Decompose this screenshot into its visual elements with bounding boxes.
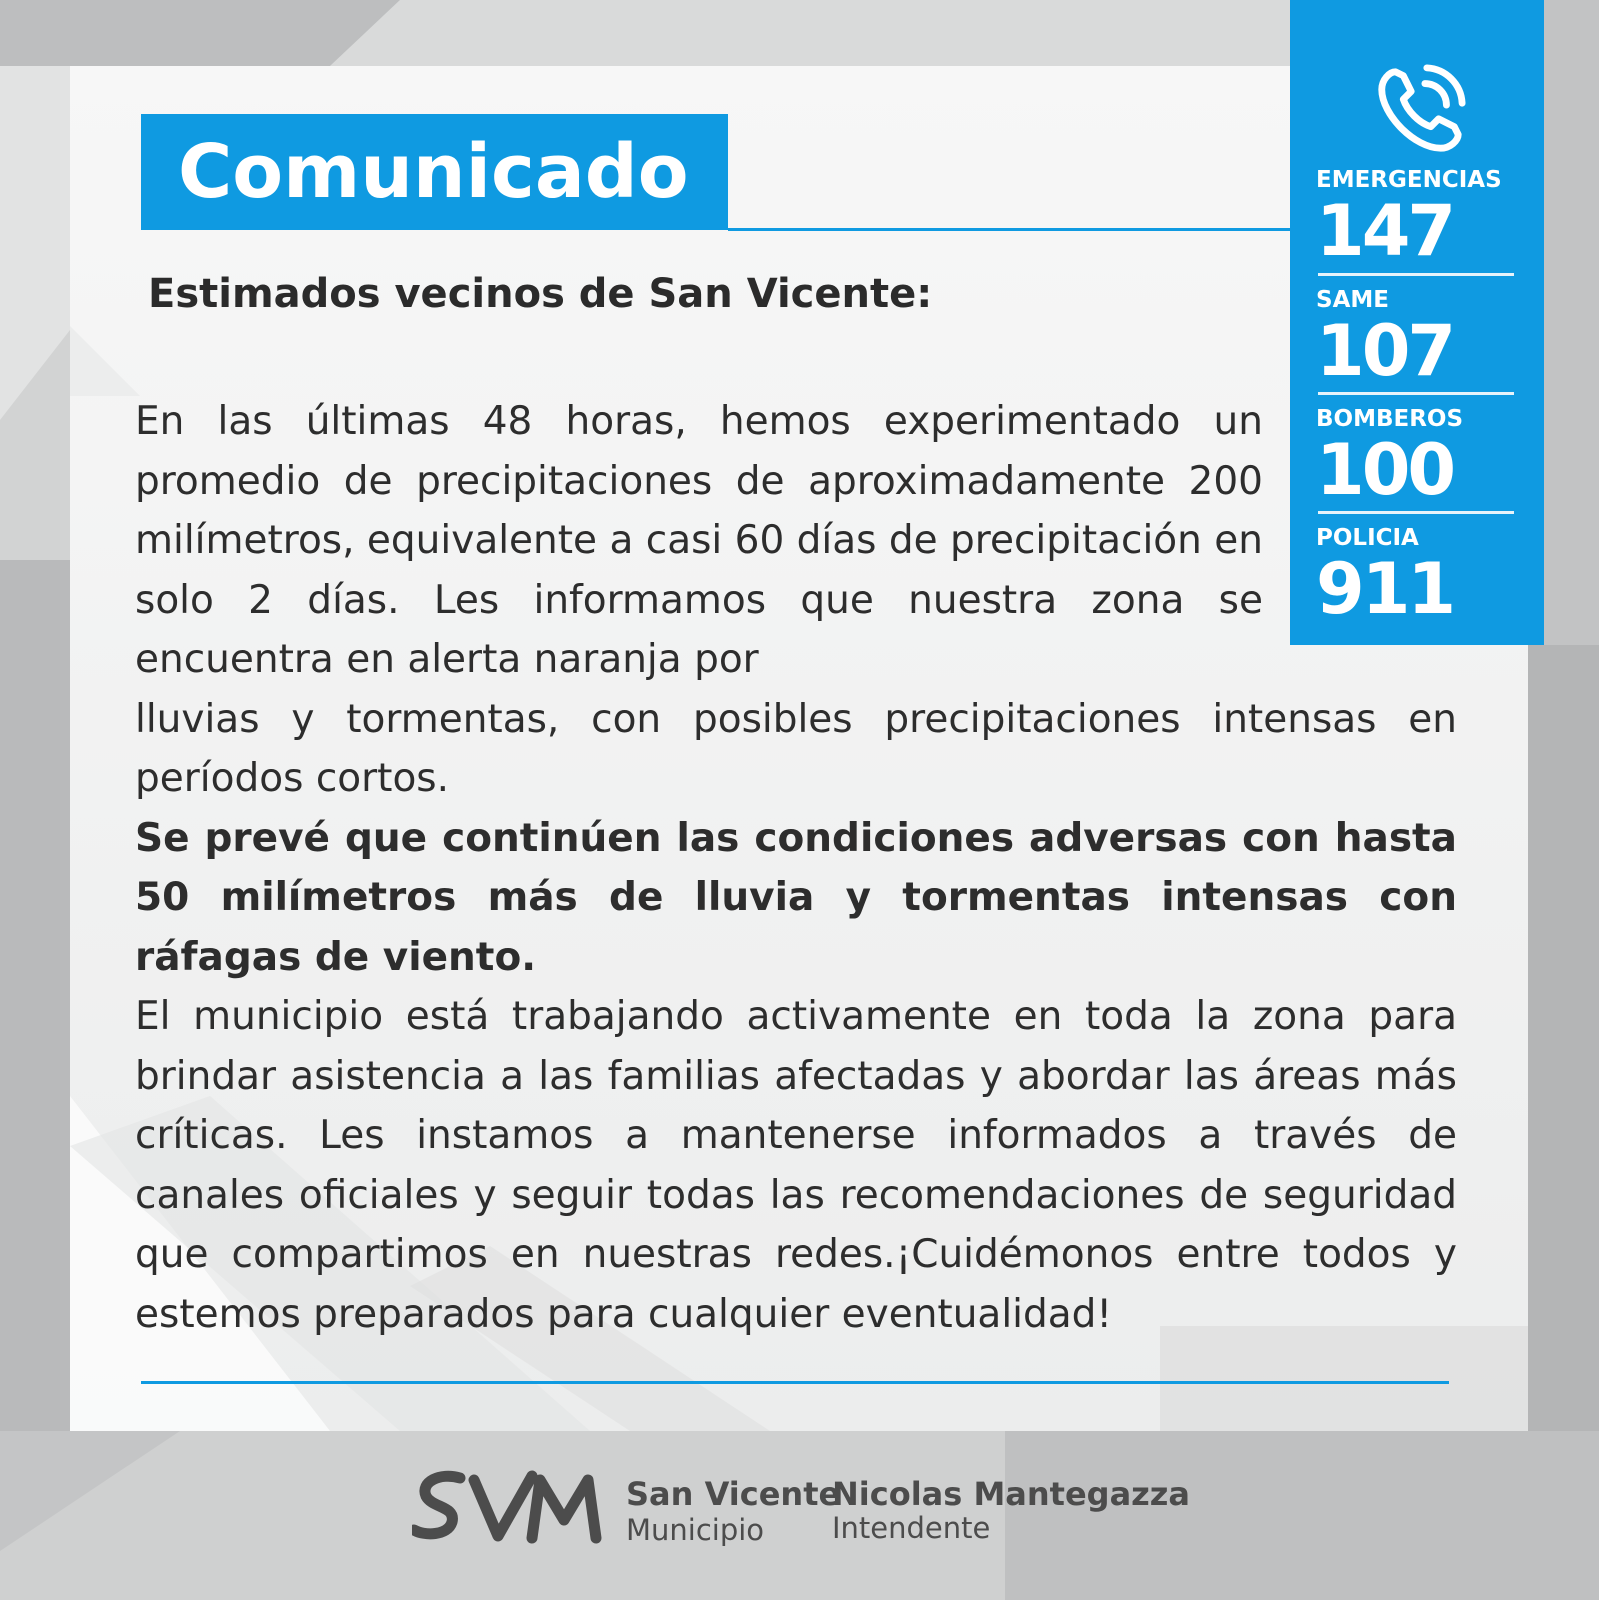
emergency-separator (1318, 273, 1514, 276)
footer-background (0, 1431, 1599, 1600)
municipality-logo (412, 1466, 622, 1550)
message-body (135, 392, 1457, 1344)
emergency-label: SAME (1316, 287, 1389, 313)
page-title: Comunicado (178, 129, 689, 215)
emergency-item-bomberos (1316, 405, 1526, 511)
mayor-name: Nicolas Mantegazza (832, 1475, 1191, 1513)
bottom-divider (141, 1381, 1449, 1384)
emergency-item-emergencias (1316, 166, 1526, 272)
emergency-separator (1318, 511, 1514, 514)
paragraph-2-bold: Se prevé que continúen las condiciones adversas con hasta 50 milímetros más de lluvia y tormentas intensas con ráfagas de viento. (135, 815, 1457, 980)
paragraph-1-wide: lluvias y tormentas, con posibles precipitaciones intensas en períodos cortos. (135, 696, 1457, 801)
emergency-number: 911 (1316, 548, 1454, 630)
emergency-label: POLICIA (1316, 525, 1419, 551)
emergency-panel (1290, 0, 1544, 645)
mayor-label: Intendente (832, 1511, 991, 1545)
emergency-label: EMERGENCIAS (1316, 167, 1502, 193)
emergency-item-policia (1316, 524, 1526, 630)
paragraph-1-narrow: En las últimas 48 horas, hemos experimentado un promedio de precipitaciones de aproximadamente 200 milímetros, equivalente a casi 60 días de precipitación en solo 2 días. Les informamos que nuestra zona se encuentra en alerta naranja por (135, 399, 1263, 682)
paragraph-3: El municipio está trabajando activamente en toda la zona para brindar asistencia a las familias afectadas y abordar las áreas más críticas. Les instamos a mantenerse informados a través de canales oficiales y seguir todas las recomendaciones de seguridad que compartimos en nuestras redes.¡Cuidémonos entre todos y estemos preparados para cualquier eventualidad! (135, 994, 1457, 1337)
municipality-label: Municipio (626, 1513, 765, 1547)
phone-icon (1370, 62, 1468, 160)
greeting: Estimados vecinos de San Vicente: (148, 271, 933, 317)
emergency-number: 107 (1316, 310, 1454, 392)
emergency-number: 147 (1316, 190, 1454, 272)
emergency-separator (1318, 392, 1514, 395)
footer (0, 1431, 1599, 1600)
title-underline (728, 228, 1293, 231)
municipality-name: San Vicente (626, 1475, 841, 1513)
emergency-number: 100 (1316, 429, 1454, 511)
emergency-label: BOMBEROS (1316, 406, 1464, 432)
emergency-item-same (1316, 286, 1526, 392)
